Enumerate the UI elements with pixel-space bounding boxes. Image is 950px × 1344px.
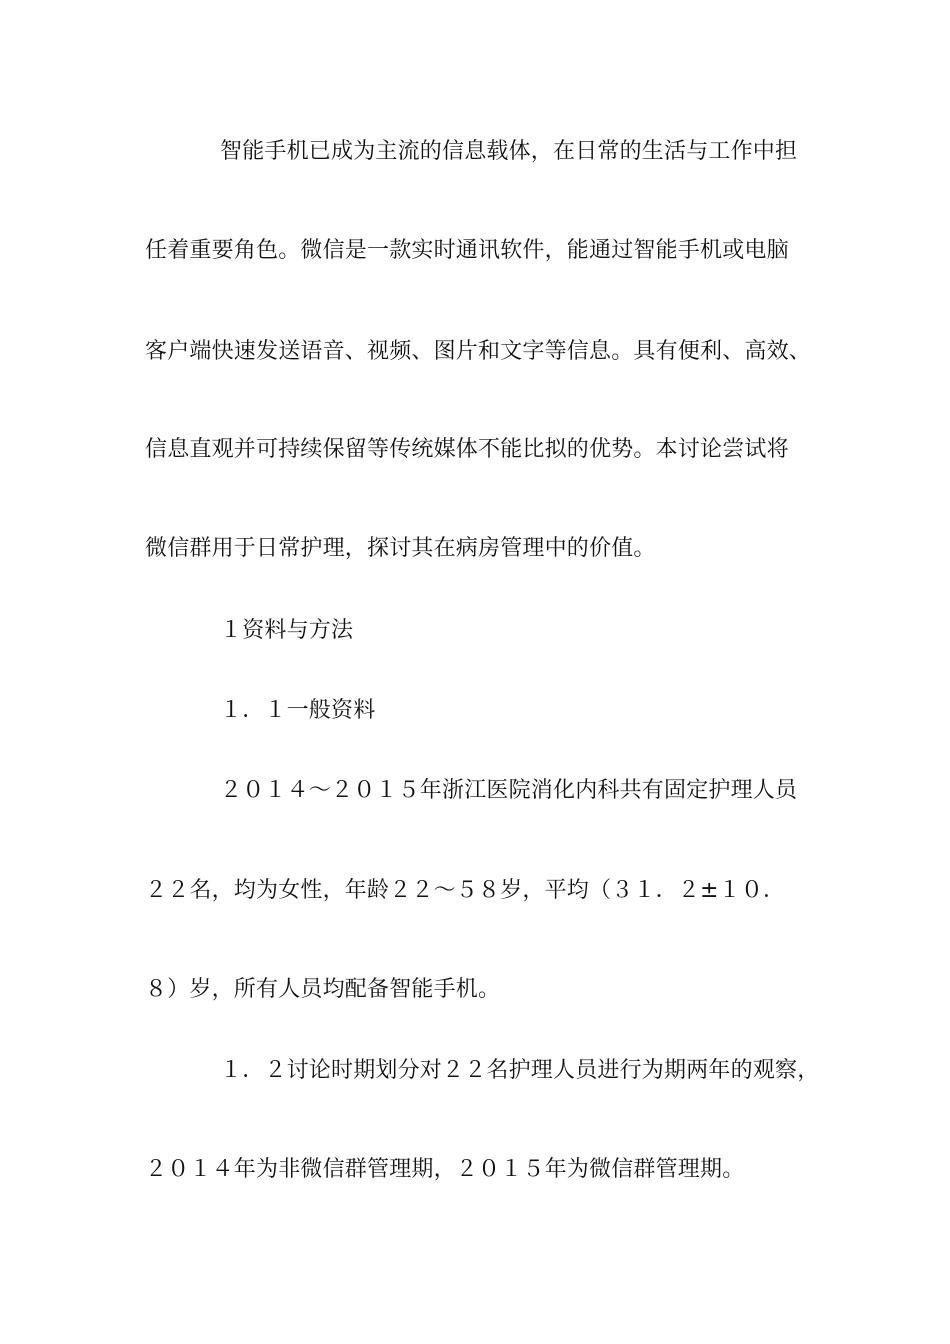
paragraph-line: ２２名，均为女性，年龄２２～５８岁，平均（３１．２±１０． (145, 878, 786, 903)
subsection-heading: １．１一般资料 (220, 698, 376, 723)
paragraph-line: ８）岁，所有人员均配备智能手机。 (145, 977, 501, 1002)
paragraph-line: 智能手机已成为主流的信息载体，在日常的生活与工作中担 (220, 139, 798, 164)
paragraph-line: 微信群用于日常护理，探讨其在病房管理中的价值。 (145, 536, 656, 561)
paragraph-line: ２０１４年为非微信群管理期，２０１５年为微信群管理期。 (145, 1157, 745, 1182)
paragraph-line: １．２讨论时期划分对２２名护理人员进行为期两年的观察， (220, 1058, 820, 1083)
paragraph-line: 信息直观并可持续保留等传统媒体不能比拟的优势。本讨论尝试将 (145, 437, 789, 462)
section-heading: １资料与方法 (220, 618, 354, 643)
paragraph-line: 客户端快速发送语音、视频、图片和文字等信息。具有便利、高效、 (145, 339, 812, 364)
paragraph-line: ２０１４～２０１５年浙江医院消化内科共有固定护理人员 (220, 778, 798, 803)
paragraph-line: 任着重要角色。微信是一款实时通讯软件，能通过智能手机或电脑 (145, 238, 789, 263)
